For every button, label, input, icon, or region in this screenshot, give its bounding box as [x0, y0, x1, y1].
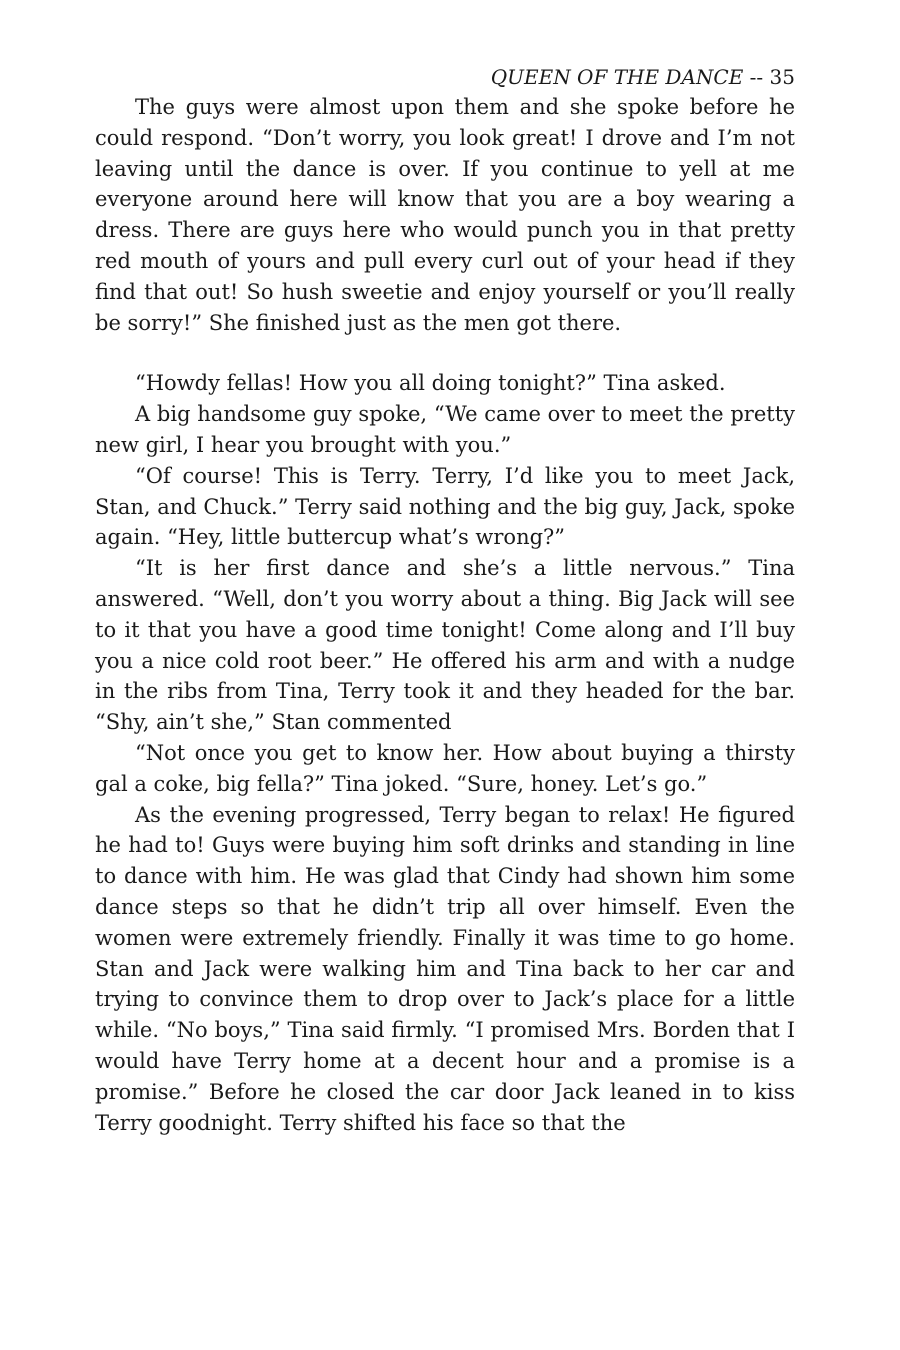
book-title: QUEEN OF THE DANCE: [490, 65, 744, 89]
paragraph: “Howdy fellas! How you all doing tonight?” Tina asked.: [135, 371, 726, 396]
paragraph: The guys were almost upon them and she spoke before he could respond. “Don’t worry, you look great! I drove and I’m not leaving until the dance is over. If you continue to yell at me everyone around here will know that you are a boy wearing a dress. There are guys here who would punch you in that pretty red mouth of yours and pull every curl out of your head if they find that out! So hush sweetie and enjoy yourself or you’ll really be sorry!” She finished just as the men got there.: [95, 95, 795, 335]
paragraph: “Not once you get to know her. How about buying a thirsty gal a coke, big fella?” Tina joked. “Sure, honey. Let’s go.”: [95, 740, 795, 796]
paragraph: As the evening progressed, Terry began to relax! He figured he had to! Guys were buying him soft drinks and standing in line to dance with him. He was glad that Cindy had shown him some dance steps so that he didn’t trip all over himself. Even the women were extremely friendly. Finally it was time to go home. Stan and Jack were walking him and Tina back to her car and trying to convince them to drop over to Jack’s place for a little while. “No boys,” Tina said firmly. “I promised Mrs. Borden that I would have Terry home at a decent hour and a promise is a promise.” Before he closed the car door Jack leaned in to kiss Terry goodnight. Terry shifted his face so that the: [95, 802, 795, 1135]
page-number: 35: [769, 65, 795, 89]
paragraph-break: [95, 338, 795, 368]
header-separator: --: [743, 65, 770, 89]
paragraph: “It is her first dance and she’s a little nervous.” Tina answered. “Well, don’t you worry about a thing. Big Jack will see to it that you have a good time tonight! Come along and I’ll buy you a nice cold root beer.” He offered his arm and with a nudge in the ribs from Tina, Terry took it and they headed for the bar. “Shy, ain’t she,” Stan commented: [95, 556, 795, 735]
paragraph: “Of course! This is Terry. Terry, I’d like you to meet Jack, Stan, and Chuck.” Terry said nothing and the big guy, Jack, spoke again. “Hey, little buttercup what’s wrong?”: [95, 463, 795, 550]
book-page: [95, 62, 795, 1138]
running-header: [95, 62, 795, 92]
paragraph: A big handsome guy spoke, “We came over to meet the pretty new girl, I hear you brought with you.”: [95, 402, 795, 457]
